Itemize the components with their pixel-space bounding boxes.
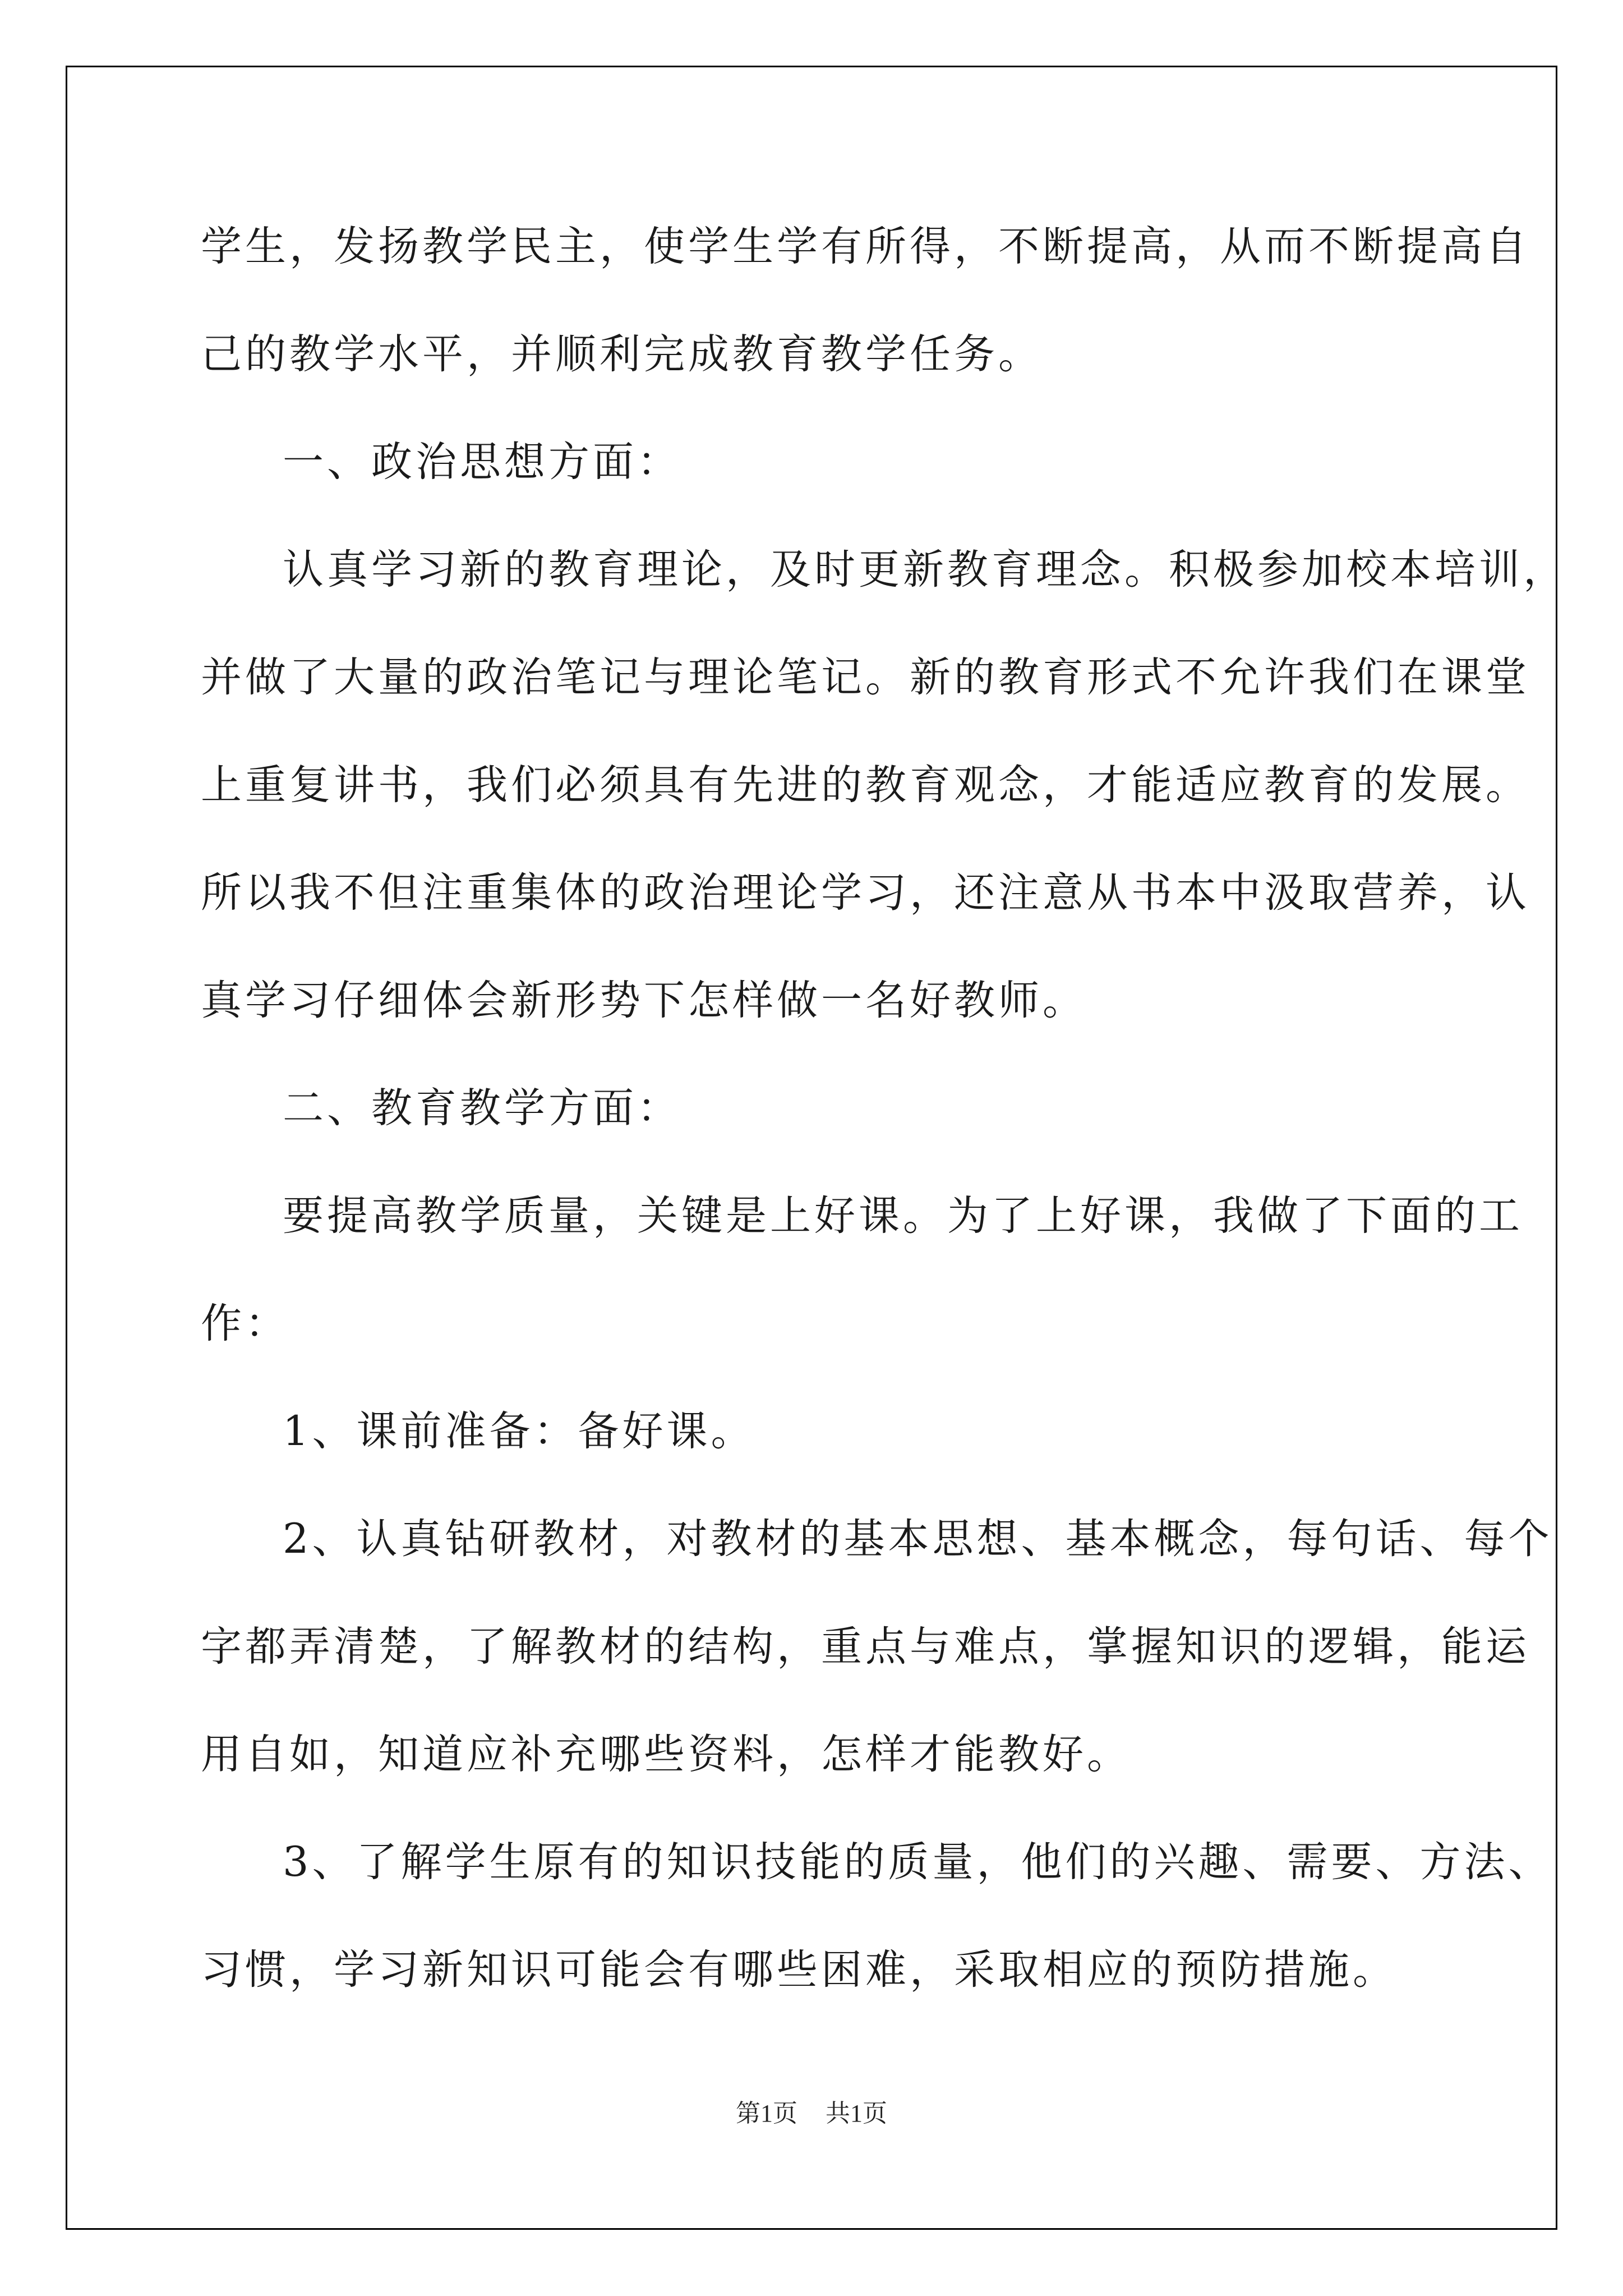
text-line: 习惯，学习新知识可能会有哪些困难，采取相应的预防措施。 bbox=[201, 1946, 1397, 1994]
text-line: 字都弄清楚，了解教材的结构，重点与难点，掌握知识的逻辑，能运 bbox=[201, 1623, 1530, 1671]
text-line: 己的教学水平，并顺利完成教育教学任务。 bbox=[201, 330, 1043, 378]
section-heading: 二、教育教学方面： bbox=[283, 1084, 681, 1132]
page-number: 第1页 bbox=[736, 2100, 797, 2127]
page-total: 共1页 bbox=[826, 2100, 887, 2127]
list-item: 1、课前准备：备好课。 bbox=[283, 1407, 755, 1455]
text-line: 真学习仔细体会新形势下怎样做一名好教师。 bbox=[201, 977, 1087, 1024]
page-footer bbox=[0, 2097, 1623, 2131]
text-line: 要提高教学质量，关键是上好课。为了上好课，我做了下面的工 bbox=[283, 1192, 1523, 1240]
page-border bbox=[66, 66, 1557, 2230]
text-line: 所以我不但注重集体的政治理论学习，还注意从书本中汲取营养，认 bbox=[201, 869, 1530, 917]
text-line: 学生，发扬教学民主，使学生学有所得，不断提高，从而不断提高自 bbox=[201, 223, 1530, 270]
section-heading: 一、政治思想方面： bbox=[283, 438, 681, 486]
list-item: 3、了解学生原有的知识技能的质量，他们的兴趣、需要、方法、 bbox=[283, 1838, 1553, 1886]
text-line: 认真学习新的教育理论，及时更新教育理念。积极参加校本培训， bbox=[283, 546, 1567, 593]
text-line: 作： bbox=[201, 1300, 289, 1347]
text-line: 上重复讲书，我们必须具有先进的教育观念，才能适应教育的发展。 bbox=[201, 761, 1530, 809]
text-line: 并做了大量的政治笔记与理论笔记。新的教育形式不允许我们在课堂 bbox=[201, 654, 1530, 701]
text-line: 用自如，知道应补充哪些资料，怎样才能教好。 bbox=[201, 1731, 1131, 1778]
list-item: 2、认真钻研教材，对教材的基本思想、基本概念，每句话、每个 bbox=[283, 1515, 1553, 1563]
